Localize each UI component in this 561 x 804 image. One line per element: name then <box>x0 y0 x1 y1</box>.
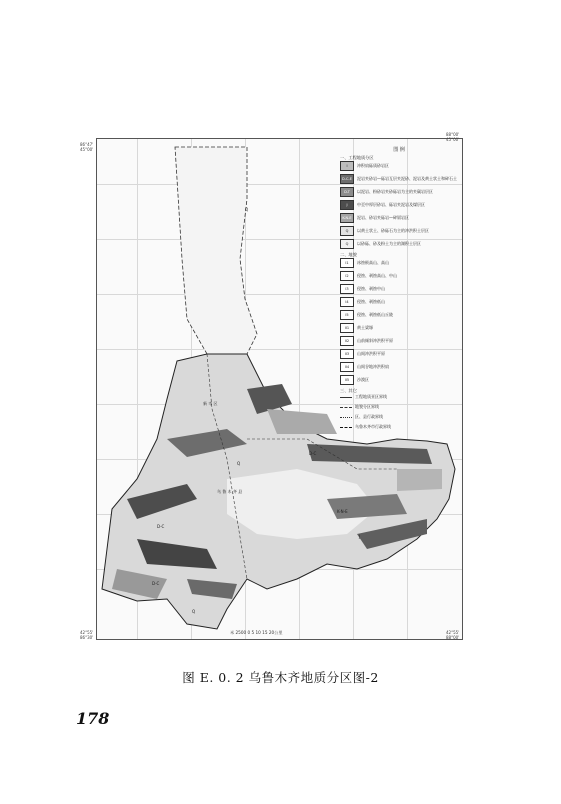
legend-item <box>340 226 458 236</box>
map-label: 乌 鲁 木 齐 县 <box>217 489 243 494</box>
legend-label: 山前倾斜冲洪积平原 <box>357 337 393 343</box>
legend-swatch: II5 <box>340 375 354 385</box>
legend-label: 工程地质亚区界线 <box>355 394 387 400</box>
corner-coordinate-bottom-right: 42°55' 88°00' <box>446 630 460 640</box>
map-label: K-N-E <box>337 509 348 514</box>
legend-line-symbol <box>340 397 352 398</box>
legend-section-heading: 二、地貌 <box>340 252 357 257</box>
legend-swatch: I <box>340 161 354 171</box>
legend-item <box>340 187 458 197</box>
legend-item <box>340 284 458 294</box>
legend-label: 冰蚀极高山、高山 <box>357 259 389 265</box>
legend-item <box>340 297 458 307</box>
legend-item <box>340 336 458 346</box>
terrain-patch <box>267 409 337 434</box>
legend-swatch: I5 <box>340 310 354 320</box>
legend-item <box>340 323 458 333</box>
legend-swatch: Q <box>340 239 354 249</box>
legend-label: 黄土梁塬 <box>357 324 373 330</box>
legend-label: 沙漠区 <box>357 376 369 382</box>
map-legend <box>340 148 458 434</box>
map-label: D-C <box>157 524 165 529</box>
legend-item <box>340 239 458 249</box>
legend-label: 山间冲洪积平原 <box>357 350 385 356</box>
legend-group-engineering <box>340 161 458 249</box>
legend-item <box>340 271 458 281</box>
legend-swatch: I2 <box>340 271 354 281</box>
legend-item <box>340 424 458 431</box>
terrain-patch <box>397 469 442 491</box>
legend-item <box>340 310 458 320</box>
legend-swatch: D-C-E <box>340 174 354 184</box>
legend-item <box>340 174 458 184</box>
page-number: 178 <box>76 709 110 728</box>
map-label: Q <box>192 609 196 614</box>
legend-swatch: K-N-E <box>340 213 354 223</box>
corner-coordinate-bottom-left: 42°55' 86°30' <box>80 630 94 640</box>
legend-label: 侵蚀、剥蚀中山 <box>357 285 385 291</box>
map-label: J <box>359 534 361 539</box>
legend-item <box>340 375 458 385</box>
map-label: D-C <box>152 581 160 586</box>
legend-label: 侵蚀、剥蚀低山丘陵 <box>357 311 393 317</box>
legend-swatch: I4 <box>340 297 354 307</box>
legend-label: 侵蚀、剥蚀低山 <box>357 298 385 304</box>
legend-label: 地貌分区界线 <box>355 404 379 410</box>
legend-line-symbol <box>340 427 352 428</box>
figure-caption: 图 E. 0. 2 乌鲁木齐地质分区图-2 <box>182 670 379 685</box>
map-label: Q <box>237 461 241 466</box>
northern-district <box>175 147 257 354</box>
legend-label: 乌鲁木齐市行政界线 <box>355 424 391 430</box>
legend-line-symbol <box>340 417 352 418</box>
legend-item <box>340 404 458 411</box>
corner-coordinate-top-right: 88°00' 45°00' <box>446 132 460 142</box>
legend-swatch: II1 <box>340 323 354 333</box>
legend-swatch: Q <box>340 226 354 236</box>
legend-label: 以泥岩、粉砂岩夹砂砾岩为主的夹碳岩层区 <box>357 188 433 194</box>
map-label: 新 市 区 <box>203 401 218 406</box>
legend-item <box>340 362 458 372</box>
legend-item <box>340 213 458 223</box>
legend-section-heading: 三、其它 <box>340 388 357 393</box>
legend-item <box>340 161 458 171</box>
legend-label: 以黄土状土、砂砾石为主的冲洪积土层区 <box>357 227 429 233</box>
legend-item <box>340 394 458 401</box>
legend-label: 冲积扇砾质砂岩区 <box>357 162 389 168</box>
legend-label: 中至中厚层砂岩、砾岩夹泥岩及煤层区 <box>357 201 425 207</box>
legend-item <box>340 349 458 359</box>
legend-item <box>340 414 458 421</box>
legend-label: 区、县行政界线 <box>355 414 383 420</box>
legend-swatch: D-T <box>340 187 354 197</box>
legend-title: 图 例 <box>393 147 405 153</box>
legend-section-heading: 一、工程地质分区 <box>340 155 374 160</box>
legend-swatch: I3 <box>340 284 354 294</box>
legend-swatch: I1 <box>340 258 354 268</box>
legend-swatch: J <box>340 200 354 210</box>
map-label: D-C <box>309 451 317 456</box>
legend-line-symbol <box>340 407 352 408</box>
legend-label: 泥岩、砂岩夹砾岩—碎屑岩区 <box>357 214 409 220</box>
legend-label: 山间谷地冲洪积扇 <box>357 363 389 369</box>
legend-group-landform <box>340 258 458 385</box>
legend-label: 侵蚀、剥蚀高山、中山 <box>357 272 397 278</box>
map-label: Q <box>245 207 249 212</box>
legend-item <box>340 258 458 268</box>
legend-swatch: II2 <box>340 336 354 346</box>
scale-bar-label: 米 2500 0 5 10 15 20公里 <box>230 630 283 635</box>
legend-swatch: II4 <box>340 362 354 372</box>
corner-coordinate-top-left: 86°47' 45°00' <box>80 142 94 152</box>
legend-label: 泥岩夹砂岩—砾岩互层夹泥砂、泥岩及黄土状土和碎石土 <box>357 175 457 181</box>
legend-swatch: II3 <box>340 349 354 359</box>
legend-group-other <box>340 394 458 431</box>
legend-label: 以砂砾、砂及粉土为主的湖积土层区 <box>357 240 421 246</box>
legend-item <box>340 200 458 210</box>
